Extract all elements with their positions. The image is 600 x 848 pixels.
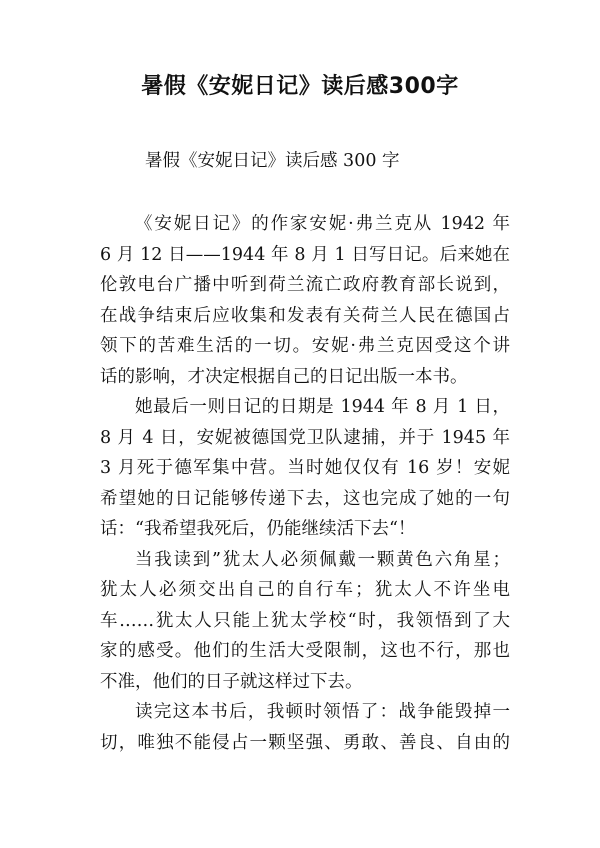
text-line: 家的感受。他们的生活大受限制，这也不行，那也	[100, 641, 510, 661]
document-body	[100, 209, 510, 758]
text-line: 希望她的日记能够传递下去，这也完成了她的一句	[100, 488, 510, 509]
text-line: 读完这本书后，我顿时领悟了：战争能毁掉一	[135, 702, 510, 722]
text-line: 不准，他们的日子就这样过下去。	[100, 671, 363, 692]
text-line: 话：“我希望我死后，仍能继续活下去“！	[100, 519, 416, 539]
document-subtitle: 暑假《安妮日记》读后感 300 字	[145, 151, 400, 171]
text-line: 3 月死于德军集中营。当时她仅仅有 16 岁！安妮	[100, 458, 510, 478]
text-line: 8 月 4 日，安妮被德国党卫队逮捕，并于 1945 年	[100, 427, 510, 448]
text-line: 《安妮日记》的作家安妮·弗兰克从 1942 年	[135, 214, 510, 234]
text-line: 车……犹太人只能上犹太学校“时，我领悟到了大	[100, 610, 510, 631]
text-line: 伦敦电台广播中听到荷兰流亡政府教育部长说到，	[100, 275, 510, 295]
text-line: 切，唯独不能侵占一颗坚强、勇敢、善良、自由的	[100, 732, 510, 753]
text-line: 她最后一则日记的日期是 1944 年 8 月 1 日，	[135, 397, 510, 417]
paragraph	[100, 697, 510, 758]
text-line: 领下的苦难生活的一切。安妮·弗兰克因受这个讲	[100, 336, 510, 356]
paragraph	[100, 392, 510, 545]
text-line: 话的影响，才决定根据自己的日记出版一本书。	[100, 366, 468, 387]
paragraph	[100, 545, 510, 698]
text-line: 犹太人必须交出自己的自行车；犹太人不许坐电	[100, 580, 510, 600]
paragraph	[100, 209, 510, 392]
text-line: 6 月 12 日——1944 年 8 月 1 日写日记。后来她在	[100, 244, 510, 265]
document-title: 暑假《安妮日记》读后感300字	[141, 74, 459, 99]
text-line: 当我读到”犹太人必须佩戴一颗黄色六角星；	[135, 549, 510, 570]
text-line: 在战争结束后应收集和发表有关荷兰人民在德国占	[100, 305, 510, 326]
